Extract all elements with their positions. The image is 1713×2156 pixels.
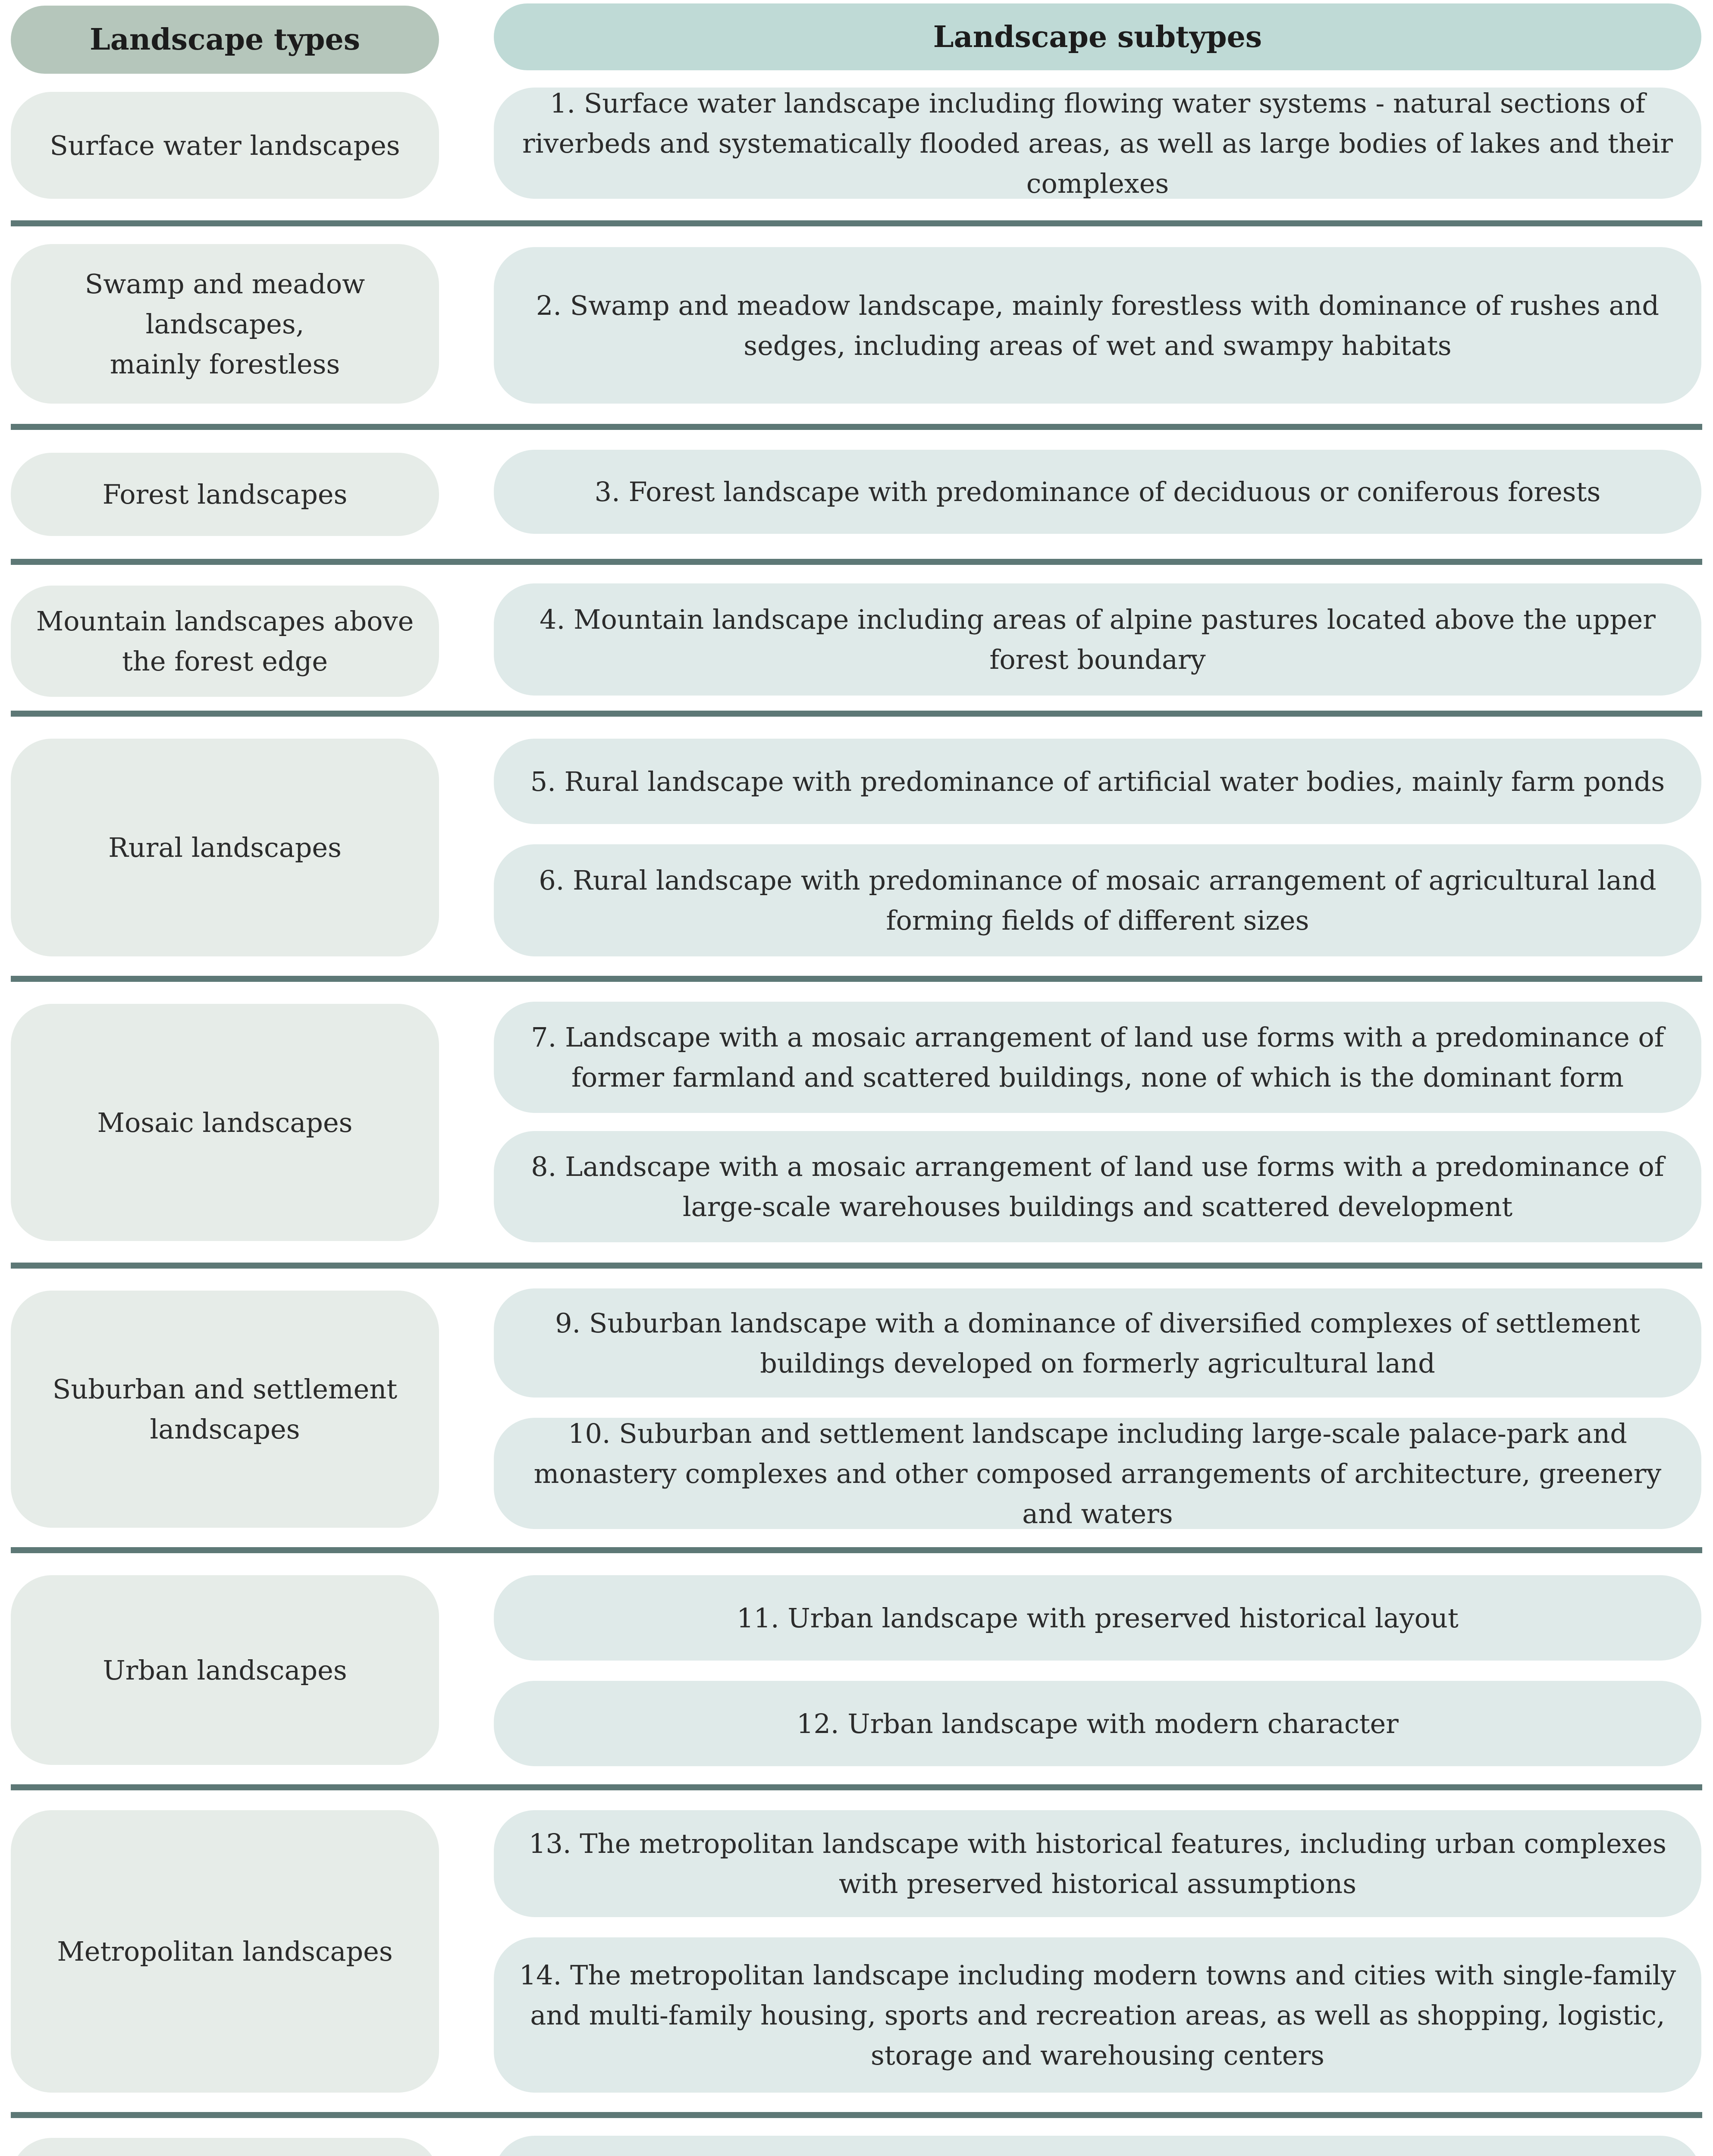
header-landscape-types	[11, 6, 439, 74]
subtype-label: 9. Suburban landscape with a dominance of diversified complexes of settlement buildings developed on formerly agricultural land	[555, 1307, 1640, 1379]
row-divider	[11, 976, 1702, 982]
row-divider	[11, 2112, 1702, 2118]
subtype-label: 2. Swamp and meadow landscape, mainly forestless with dominance of rushes and sedges, including areas of wet and swampy habitats	[536, 289, 1660, 361]
subtype-10	[494, 1418, 1701, 1529]
subtype-13	[494, 1810, 1701, 1917]
row-divider	[11, 424, 1702, 430]
type-mosaic	[11, 1004, 439, 1241]
type-label: Metropolitan landscapes	[57, 1936, 393, 1967]
subtype-label: 10. Suburban and settlement landscape including large-scale palace-park and monastery complexes and other composed arrangements of architecture, greenery and waters	[533, 1417, 1662, 1529]
subtype-7	[494, 1002, 1701, 1113]
type-metropolitan	[11, 1810, 439, 2093]
type-label: Rural landscapes	[108, 832, 342, 863]
subtype-label: 3. Forest landscape with predominance of deciduous or coniferous forests	[594, 476, 1601, 508]
row-divider	[11, 1784, 1702, 1790]
subtype-15	[494, 2136, 1701, 2156]
subtype-label: 5. Rural landscape with predominance of artificial water bodies, mainly farm ponds	[530, 765, 1665, 797]
subtype-label: 12. Urban landscape with modern character	[797, 1708, 1399, 1739]
type-label: Urban landscapes	[103, 1654, 347, 1686]
type-label: Forest landscapes	[102, 479, 348, 510]
type-forest	[11, 453, 439, 536]
type-label: Mountain landscapes above the forest edge	[36, 605, 414, 677]
subtype-label: 8. Landscape with a mosaic arrangement of land use forms with a predominance of large-scale warehouses buildings and scattered development	[531, 1151, 1664, 1222]
subtype-label: 4. Mountain landscape including areas of alpine pastures located above the upper forest boundary	[540, 604, 1656, 675]
type-mountain	[11, 586, 439, 697]
header-landscape-subtypes	[494, 3, 1701, 70]
type-swamp-meadow	[11, 244, 439, 404]
subtype-5	[494, 739, 1701, 824]
type-urban	[11, 1575, 439, 1765]
subtype-label: 1. Surface water landscape including flowing water systems - natural sections of riverbeds and systematically flooded areas, as well as large bodies of lakes and their complexes	[522, 87, 1673, 199]
subtype-14	[494, 1937, 1701, 2093]
subtype-9	[494, 1288, 1701, 1398]
row-divider	[11, 1547, 1702, 1553]
row-divider	[11, 711, 1702, 717]
subtype-12	[494, 1681, 1701, 1766]
subtype-1	[494, 88, 1701, 199]
subtype-11	[494, 1575, 1701, 1661]
type-suburban	[11, 1291, 439, 1528]
type-mining	[11, 2138, 439, 2156]
subtype-6	[494, 844, 1701, 956]
row-divider	[11, 220, 1702, 226]
subtype-label: 14. The metropolitan landscape including modern towns and cities with single-family and multi-family housing, sports and recreation areas, as well as shopping, logistic, storage and warehousing centers	[519, 1959, 1676, 2071]
type-rural	[11, 739, 439, 956]
row-divider	[11, 559, 1702, 565]
type-label: Swamp and meadow landscapes, mainly forestless	[85, 268, 365, 380]
row-divider	[11, 1263, 1702, 1269]
header-subtypes-label: Landscape subtypes	[933, 19, 1262, 54]
type-surface-water	[11, 92, 439, 199]
subtype-label: 7. Landscape with a mosaic arrangement of land use forms with a predominance of former farmland and scattered buildings, none of which is the dominant form	[531, 1022, 1664, 1093]
subtype-2	[494, 247, 1701, 404]
subtype-3	[494, 450, 1701, 534]
subtype-label: 13. The metropolitan landscape with historical features, including urban complexes with preserved historical assumptions	[529, 1828, 1666, 1899]
type-label: Mosaic landscapes	[97, 1106, 353, 1138]
subtype-label: 6. Rural landscape with predominance of mosaic arrangement of agricultural land forming fields of different sizes	[539, 865, 1657, 936]
subtype-8	[494, 1131, 1701, 1242]
type-label: Surface water landscapes	[50, 129, 400, 161]
subtype-label: 11. Urban landscape with preserved historical layout	[737, 1602, 1459, 1634]
subtype-4	[494, 583, 1701, 696]
type-label: Suburban and settlement landscapes	[52, 1373, 398, 1445]
header-types-label: Landscape types	[89, 22, 361, 57]
